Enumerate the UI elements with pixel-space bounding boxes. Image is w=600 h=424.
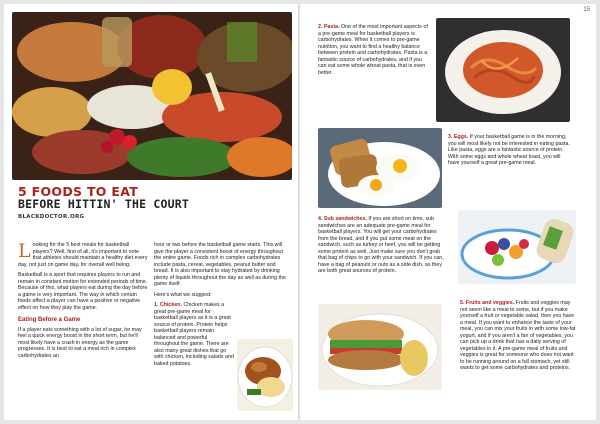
drop-cap: L: [18, 240, 31, 262]
suggest-line: Here's what we suggest:: [154, 291, 212, 298]
item-label: 4. Sub sandwiches.: [318, 216, 367, 222]
article-title: 5 FOODS TO EAT: [18, 184, 139, 199]
sandwich-image: [318, 304, 442, 390]
body-paragraph: hour or two before the basketball game starts. This will give the player a consistent boost of energy throughout the entire game. Foods rich in complex carbohydrates include pasta, cereal, vegetables, peanut butter and bread. It is also important to stay hydrated by drinking plenty of liquids throughout the day as well as during the game itself.: [154, 242, 286, 287]
left-page: [4, 4, 299, 420]
right-page: [300, 4, 596, 420]
item-eggs: 3. Eggs. If your basketball game is in the morning, you will most likely not be interested in eating pasta. Like pasta, eggs are a fantastic source of protein. With some eggs and whole wheat toast, you will have yourself a great pre-game meal.: [448, 134, 570, 166]
eggs-image: [318, 128, 442, 208]
body-paragraph: If a player eats something with a lot of sugar, he may feel a quick energy boost in the short term, but he'll most likely have a crash in energy as the game progresses. It is best to eat a meal rich in complex carbohydrates an: [18, 326, 142, 359]
article-subtitle: BEFORE HITTIN' THE COURT: [18, 197, 189, 211]
item-chicken: 1. Chicken. Chicken makes a great pre-game meal for basketball players as it is a great source of protein. Protein helps basketball players remain balanced and powerful throughout the game. There are also many great dishes that go with chicken, including salads and baked potatoes.: [154, 302, 234, 367]
item-label: 1. Chicken.: [154, 302, 182, 308]
intro-paragraph: Looking for the 5 best meals for basketball players? Well, first of all, it's important to note that athletes should maintain a healthy diet every day, not just on game day, for overall well being.: [18, 240, 148, 268]
article-source: BLACKDOCTOR.ORG: [18, 214, 85, 220]
item-pasta: 2. Pasta. One of the most important aspects of a pre-game meal for basketball players is carbohydrates. When it comes to pre-game nutrition, you want to find a healthy balance between protein and carbohydrates. Pasta is a fantastic source of carbohydrates, and if you can eat some whole wheat pasta, that is even better.: [318, 24, 428, 76]
pasta-image: [436, 18, 570, 122]
food-collage-image: [12, 12, 292, 180]
section-heading: Eating Before a Game: [18, 317, 81, 323]
item-label: 2. Pasta.: [318, 24, 340, 30]
item-label: 3. Eggs.: [448, 134, 469, 140]
left-text-column: [18, 242, 148, 363]
fruit-wrap-image: [458, 210, 576, 284]
item-fruits-veggies: 5. Fruits and veggies. Fruits and veggies may not seem like a meal to some, but if you make yourself a fruit or vegetable salad, then you have a meal. If you want to enhance the taste of your meal, you can mix your fruits in with some low-fat yogurt, and if you aren't a fan of vegetables, you can pick up a drink that has a daily serving of vegetables in it. A pre-game meal of fruits and veggies is great for someone who does not want to be running around on a full stomach, yet still wants to get some carbohydrates and proteins.: [460, 300, 576, 371]
page-number: 15: [583, 7, 590, 13]
item-sub-sandwiches: 4. Sub sandwiches. If you are short on time, sub sandwiches are an adequate pre-game meal for basketball players. You will get your carbohydrates from the bread, and if you put some meat on the sandwich, such as turkey or beef, you will be getting some protein as well. Just make sure you don't grab that bag of chips to go with your sandwich. If you can, have a bag of peanuts or nuts as a side dish, as they are both great sources of protein.: [318, 216, 444, 274]
item-label: 5. Fruits and veggies.: [460, 300, 515, 306]
body-paragraph: Basketball is a sport that requires players to run and remain in constant motion for extended periods of time. Because of this, what players eat during the day before a game is very important. The way in which certain foods affect a player can have a positive or negative effect on how they play the game.: [18, 272, 148, 311]
chicken-image: [237, 339, 293, 411]
